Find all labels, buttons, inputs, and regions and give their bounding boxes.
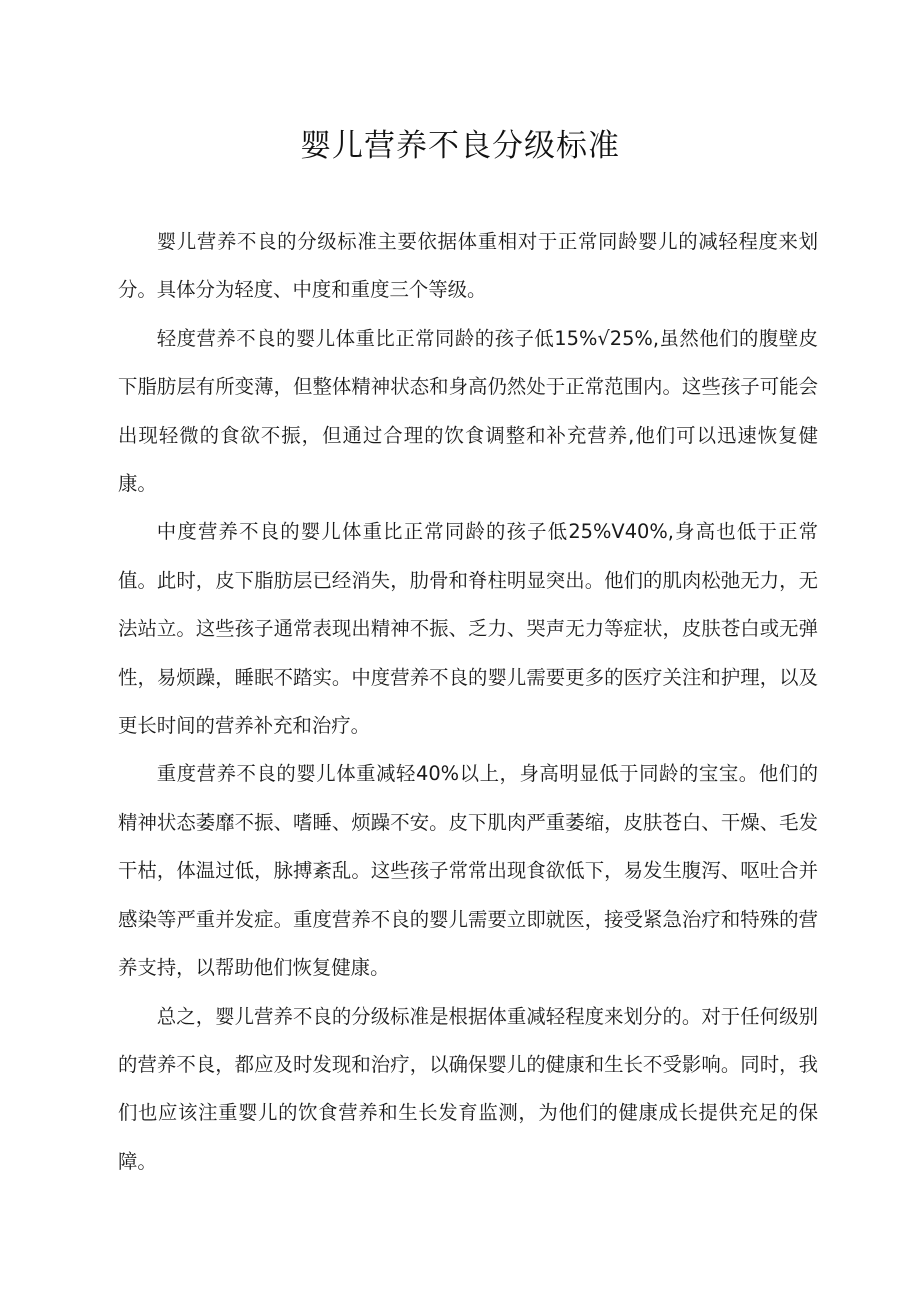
paragraph-intro: 婴儿营养不良的分级标准主要依据体重相对于正常同龄婴儿的减轻程度来划分。具体分为轻度、中度和重度三个等级。 bbox=[118, 230, 818, 302]
paragraph-conclusion: 总之，婴儿营养不良的分级标准是根据体重减轻程度来划分的。对于任何级别的营养不良，都应及时发现和治疗，以确保婴儿的健康和生长不受影响。同时，我们也应该注重婴儿的饮食营养和生长发育监测，为他们的健康成长提供充足的保障。 bbox=[118, 1004, 818, 1173]
document-body bbox=[118, 218, 818, 1186]
paragraph-moderate: 中度营养不良的婴儿体重比正常同龄的孩子低25%V40%,身高也低于正常值。此时，皮下脂肪层已经消失，肋骨和脊柱明显突出。他们的肌肉松弛无力，无法站立。这些孩子通常表现出精神不振、乏力、哭声无力等症状，皮肤苍白或无弹性，易烦躁，睡眠不踏实。中度营养不良的婴儿需要更多的医疗关注和护理，以及更长时间的营养补充和治疗。 bbox=[118, 520, 818, 738]
paragraph-mild: 轻度营养不良的婴儿体重比正常同龄的孩子低15%√25%,虽然他们的腹壁皮下脂肪层有所变薄，但整体精神状态和身高仍然处于正常范围内。这些孩子可能会出现轻微的食欲不振，但通过合理的饮食调整和补充营养,他们可以迅速恢复健康。 bbox=[118, 326, 818, 496]
paragraph-severe: 重度营养不良的婴儿体重减轻40%以上，身高明显低于同龄的宝宝。他们的精神状态萎靡不振、嗜睡、烦躁不安。皮下肌肉严重萎缩，皮肤苍白、干燥、毛发干枯，体温过低，脉搏紊乱。这些孩子常常出现食欲低下，易发生腹泻、呕吐合并感染等严重并发症。重度营养不良的婴儿需要立即就医，接受紧急治疗和特殊的营养支持，以帮助他们恢复健康。 bbox=[118, 762, 818, 980]
document-title: 婴儿营养不良分级标准 bbox=[300, 128, 620, 164]
